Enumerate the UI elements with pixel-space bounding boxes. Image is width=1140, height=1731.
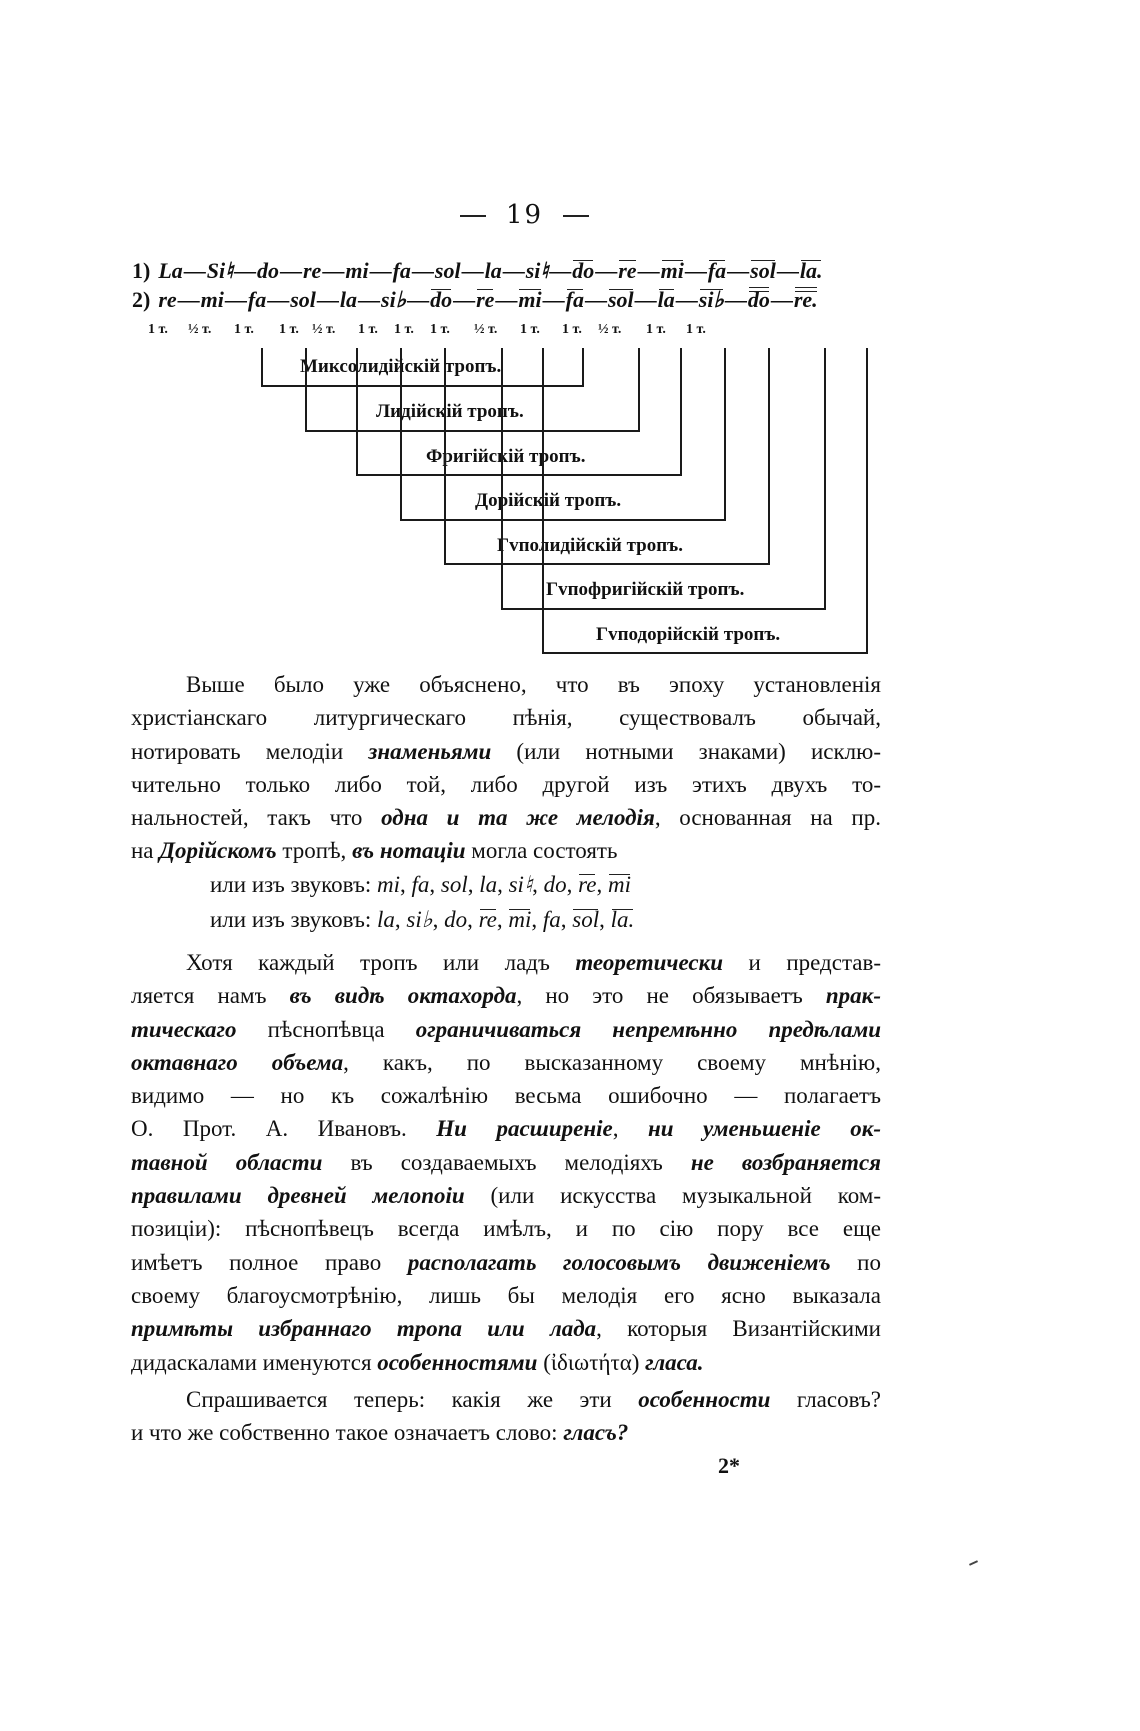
interval-label: ½ т. bbox=[598, 322, 622, 337]
note-dash: — bbox=[322, 258, 345, 283]
text-line: своему благоусмотрѣнію, лишь бы мелодія его ясно выказала bbox=[131, 1282, 881, 1308]
note-dash: — bbox=[675, 287, 698, 312]
text-line: и что же собственно такое означаетъ слово: гласъ? bbox=[131, 1420, 629, 1446]
emphasis: гласъ? bbox=[563, 1420, 629, 1446]
sound-prefix: или изъ звуковъ: bbox=[210, 907, 377, 932]
sound-note: do bbox=[543, 872, 567, 897]
emphasis: Ни расширеніе bbox=[436, 1116, 613, 1142]
interval-label: 1 т. bbox=[234, 322, 254, 337]
note-dash: — bbox=[502, 258, 525, 283]
emphasis: въ видѣ октахорда bbox=[289, 983, 517, 1009]
paragraph-2 bbox=[131, 946, 881, 1379]
trope-label-dorian: Дорійскій тропъ. bbox=[475, 490, 622, 511]
scale-row-2 bbox=[132, 287, 818, 313]
scale-number: 2) bbox=[132, 287, 151, 312]
note-dash: — bbox=[234, 258, 256, 283]
interval-label: 1 т. bbox=[562, 322, 582, 337]
scale-row-1 bbox=[132, 258, 822, 284]
emphasis: знаменьями bbox=[368, 738, 492, 764]
text-line: правилами древней мелопоіи (или искусства музыкальной ком- bbox=[131, 1183, 881, 1209]
emphasis: гласа. bbox=[645, 1349, 704, 1375]
scale-note: fa bbox=[392, 258, 411, 283]
emphasis: тавной области bbox=[131, 1149, 323, 1175]
text-line: октавнаго объема, какъ, по высказанному своему мнѣнію, bbox=[131, 1049, 881, 1075]
text-line: позиціи): пѣснопѣвецъ всегда имѣлъ, и по сію пору все еще bbox=[131, 1216, 881, 1242]
note-dash: — bbox=[637, 258, 660, 283]
note-dash: — bbox=[280, 258, 302, 283]
emphasis: примѣты избраннаго тропа или лада bbox=[131, 1316, 597, 1342]
trope-box-hypodorian bbox=[542, 348, 868, 654]
emphasis: прак- bbox=[825, 983, 881, 1009]
emphasis: располагать голосовымъ движеніемъ bbox=[407, 1249, 831, 1275]
note-dash: — bbox=[495, 287, 518, 312]
scale-note: fa bbox=[707, 258, 727, 283]
sound-note: mi bbox=[376, 872, 400, 897]
sound-note: fa bbox=[411, 872, 430, 897]
text-line: видимо — но къ сожалѣнію весьма ошибочно — полагаетъ bbox=[131, 1083, 881, 1109]
interval-label: ½ т. bbox=[188, 322, 212, 337]
sound-prefix: или изъ звуковъ: bbox=[210, 872, 377, 897]
text-line: О. Прот. А. Ивановъ. Ни расширеніе, ни уменьшеніе ок- bbox=[131, 1116, 882, 1142]
note-dash: — bbox=[584, 287, 607, 312]
emphasis: теоретически bbox=[575, 950, 724, 975]
note-dash: — bbox=[453, 287, 476, 312]
sound-note: mi bbox=[607, 872, 631, 897]
note-dash: — bbox=[407, 287, 430, 312]
text-line: примѣты избраннаго тропа или лада, которыя Византійскими bbox=[131, 1316, 881, 1342]
interval-label: ½ т. bbox=[312, 322, 336, 337]
scale-number: 1) bbox=[132, 258, 151, 283]
scale-note: Si♮ bbox=[206, 258, 233, 283]
scale-note: La bbox=[158, 258, 183, 283]
scale-note: re. bbox=[793, 287, 818, 312]
emphasis: правилами древней мелопоіи bbox=[131, 1183, 465, 1209]
interval-label: 1 т. bbox=[279, 322, 299, 337]
text-line: имѣетъ полное право располагать голосовымъ движеніемъ по bbox=[131, 1249, 881, 1275]
page-number: 19 bbox=[440, 200, 590, 230]
sound-row-2: или изъ звуковъ: la, si♭, do, re, mi, fa, sol, la. bbox=[210, 907, 635, 932]
text-line: нотировать мелодіи знаменьями (или нотными знаками) исклю- bbox=[131, 738, 881, 764]
scale-note: si♮ bbox=[525, 258, 549, 283]
text-line: тавной области въ создаваемыхъ мелодіяхъ не возбраняется bbox=[131, 1149, 882, 1175]
note-dash: — bbox=[461, 258, 484, 283]
scale-note: re bbox=[303, 258, 322, 283]
text-line: Выше было уже объяснено, что въ эпоху установленія bbox=[186, 672, 881, 697]
scale-note: si♭ bbox=[698, 287, 724, 312]
scale-note: do bbox=[430, 287, 453, 312]
emphasis: особенностями bbox=[377, 1349, 538, 1375]
scale-note: do bbox=[572, 258, 595, 283]
scale-note: fa bbox=[565, 287, 584, 312]
emphasis: октавнаго объема bbox=[131, 1049, 344, 1075]
text-line: тическаго пѣснопѣвца ограничиваться непремѣнно предѣлами bbox=[131, 1016, 881, 1042]
sound-note: la bbox=[479, 872, 498, 897]
scale-note: la. bbox=[799, 258, 823, 283]
paragraph-1 bbox=[131, 668, 881, 868]
scale-note: sol bbox=[434, 258, 461, 283]
scale-note: mi bbox=[200, 287, 224, 312]
scale-note: la bbox=[657, 287, 675, 312]
trope-label-hypophrygian: Гvпофригійскій тропъ. bbox=[546, 579, 745, 600]
trope-label-hypodorian: Гvподорійскій тропъ. bbox=[596, 624, 781, 645]
emphasis: особенности bbox=[638, 1387, 771, 1412]
emphasis: не возбраняется bbox=[690, 1149, 882, 1175]
note-dash: — bbox=[177, 287, 200, 312]
emphasis: ограничиваться непремѣнно предѣлами bbox=[415, 1016, 881, 1042]
emphasis: Дорійскомъ bbox=[159, 838, 277, 864]
emphasis: въ нотаціи bbox=[352, 838, 466, 864]
sound-note: sol bbox=[572, 907, 600, 932]
scale-note: re bbox=[476, 287, 495, 312]
emphasis: ни уменьшеніе ок- bbox=[647, 1116, 882, 1142]
emphasis: одна и та же мелодія bbox=[381, 805, 655, 831]
interval-label: 1 т. bbox=[686, 322, 706, 337]
note-dash: — bbox=[724, 287, 747, 312]
scan-speck bbox=[969, 1560, 978, 1566]
note-dash: — bbox=[542, 287, 565, 312]
text-line: Хотя каждый тропъ или ладъ теоретически и представ- bbox=[186, 950, 881, 975]
sound-note: re bbox=[478, 907, 497, 932]
scale-note: do bbox=[257, 258, 279, 283]
note-dash: — bbox=[267, 287, 290, 312]
sound-note: si♮ bbox=[508, 872, 533, 897]
interval-label: ½ т. bbox=[474, 322, 498, 337]
sound-row-1: или изъ звуковъ: mi, fa, sol, la, si♮, do, re, mi bbox=[210, 872, 631, 897]
note-dash: — bbox=[770, 287, 793, 312]
note-dash: — bbox=[224, 287, 247, 312]
scale-note: do bbox=[747, 287, 770, 312]
sound-note: la bbox=[376, 907, 395, 932]
scale-note: re bbox=[618, 258, 637, 283]
sound-note: re bbox=[578, 872, 597, 897]
scale-note: sol bbox=[290, 287, 316, 312]
note-dash: — bbox=[411, 258, 434, 283]
paragraph-3 bbox=[131, 1383, 881, 1450]
text-line: Спрашивается теперь: какія же эти особенности гласовъ? bbox=[186, 1387, 881, 1412]
note-dash: — bbox=[727, 258, 750, 283]
emphasis: тическаго bbox=[131, 1016, 237, 1042]
signature-mark: 2* bbox=[718, 1453, 740, 1478]
scale-note: mi bbox=[518, 287, 542, 312]
dash-right bbox=[563, 215, 589, 217]
note-dash: — bbox=[369, 258, 392, 283]
trope-label-hypolydian: Гvполидійскій тропъ. bbox=[497, 535, 683, 556]
interval-label: 1 т. bbox=[520, 322, 540, 337]
dash-left bbox=[460, 215, 486, 217]
sound-note: si♭ bbox=[406, 907, 433, 932]
interval-label: 1 т. bbox=[646, 322, 666, 337]
note-dash: — bbox=[684, 258, 707, 283]
interval-label: 1 т. bbox=[358, 322, 378, 337]
text-line: нальностей, такъ что одна и та же мелодія, основанная на пр. bbox=[131, 805, 881, 831]
interval-label: 1 т. bbox=[430, 322, 450, 337]
scale-note: la bbox=[339, 287, 358, 312]
interval-label: 1 т. bbox=[394, 322, 414, 337]
sound-note: mi bbox=[508, 907, 532, 932]
scale-note: mi bbox=[345, 258, 369, 283]
note-dash: — bbox=[549, 258, 572, 283]
scale-note: re bbox=[158, 287, 177, 312]
note-dash: — bbox=[316, 287, 339, 312]
note-dash: — bbox=[358, 287, 381, 312]
scale-note: la bbox=[484, 258, 502, 283]
scale-note: sol bbox=[750, 258, 776, 283]
scale-note: mi bbox=[660, 258, 684, 283]
text-line: чительно только либо той, либо другой изъ этихъ двухъ то- bbox=[131, 771, 881, 797]
scale-note: si♭ bbox=[381, 287, 407, 312]
sound-note: sol bbox=[440, 872, 468, 897]
note-dash: — bbox=[634, 287, 657, 312]
sound-note: do bbox=[444, 907, 468, 932]
note-dash: — bbox=[183, 258, 206, 283]
sound-note: fa bbox=[542, 907, 561, 932]
text-line: ляется намъ въ видѣ октахорда, но это не обязываетъ прак- bbox=[131, 983, 881, 1009]
trope-label-mixolydian: Миксолидійскій тропъ. bbox=[300, 356, 502, 377]
note-dash: — bbox=[595, 258, 618, 283]
text-line: дидаскалами именуются особенностями (ἰδιωτήτα) гласа. bbox=[131, 1349, 704, 1375]
scale-note: fa bbox=[247, 287, 267, 312]
note-dash: — bbox=[776, 258, 799, 283]
sound-note: la. bbox=[610, 907, 635, 932]
trope-label-phrygian: Фригійскій тропъ. bbox=[426, 446, 586, 467]
text-line: христіанскаго литургическаго пѣнія, существовалъ обычай, bbox=[131, 705, 881, 731]
interval-label: 1 т. bbox=[148, 322, 168, 337]
scale-note: sol bbox=[607, 287, 634, 312]
trope-label-lydian: Лидійскій тропъ. bbox=[376, 401, 524, 422]
text-line: на Дорійскомъ тропѣ, въ нотаціи могла состоять bbox=[131, 838, 618, 864]
